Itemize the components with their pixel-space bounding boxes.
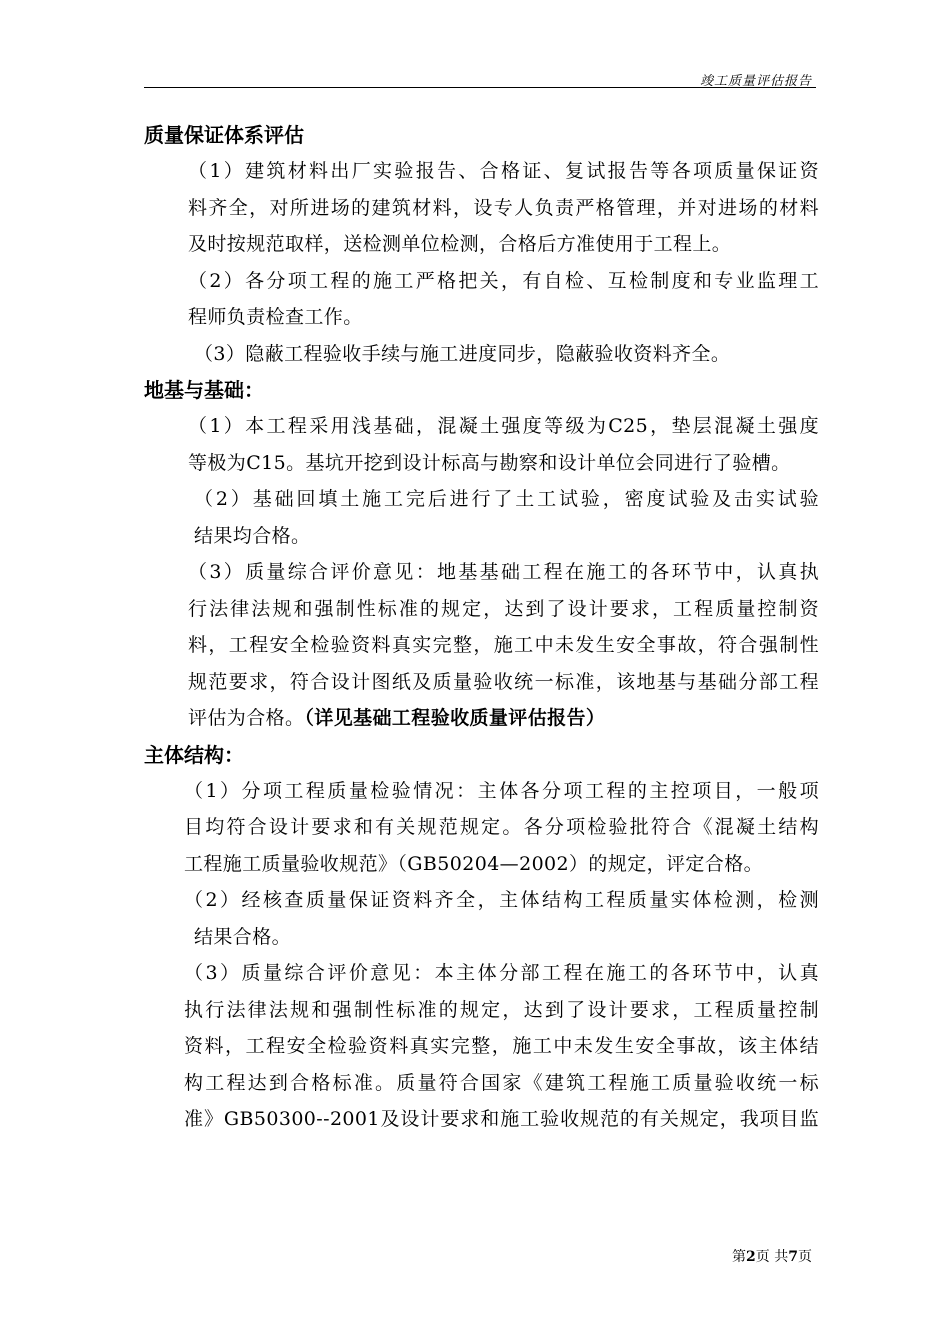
text-line: 料，工程安全检验资料真实完整，施工中未发生安全事故，符合强制性 xyxy=(188,634,819,656)
section-heading-foundation: 地基与基础： xyxy=(144,378,264,402)
text-line: 规范要求，符合设计图纸及质量验收统一标准，该地基与基础分部工程 xyxy=(188,670,819,693)
text-line: 目均符合设计要求和有关规范规定。各分项检验批符合《混凝土结构 xyxy=(184,816,819,838)
text-line: 结果合格。 xyxy=(194,925,292,948)
document-body xyxy=(144,117,819,1138)
text-line: （3）隐蔽工程验收手续与施工进度同步，隐蔽验收资料齐全。 xyxy=(194,342,731,365)
text-line: 料齐全，对所进场的建筑材料，设专人负责严格管理，并对进场的材料 xyxy=(188,196,819,219)
text-line: 构工程达到合格标准。质量符合国家《建筑工程施工质量验收统一标 xyxy=(184,1071,819,1094)
text-line: 行法律法规和强制性标准的规定，达到了设计要求，工程质量控制资 xyxy=(188,597,819,620)
section-heading-main-structure: 主体结构： xyxy=(144,742,244,767)
text-line: 执行法律法规和强制性标准的规定，达到了设计要求，工程质量控制 xyxy=(184,998,819,1021)
paragraph xyxy=(144,336,819,373)
text-line: （1）分项工程质量检验情况：主体各分项工程的主控项目，一般项 xyxy=(184,779,819,802)
page-footer xyxy=(732,1246,812,1266)
text-line: （2）经核查质量保证资料齐全，主体结构工程质量实体检测，检测 xyxy=(184,889,819,911)
text-line: 结果均合格。 xyxy=(194,524,311,547)
header-rule xyxy=(144,87,816,88)
paragraph xyxy=(144,882,819,955)
paragraph xyxy=(144,773,819,883)
paragraph xyxy=(144,153,819,263)
paragraph xyxy=(144,481,819,554)
text-line: 工程施工质量验收规范》（GB50204—2002）的规定，评定合格。 xyxy=(184,852,764,875)
paragraph xyxy=(144,263,819,336)
footer-middle: 页 共 xyxy=(755,1249,789,1265)
text-line: 资料，工程安全检验资料真实完整，施工中未发生安全事故，该主体结 xyxy=(184,1035,819,1057)
header-title: 竣工质量评估报告 xyxy=(699,74,812,89)
paragraph xyxy=(144,955,819,1138)
page-total: 7 xyxy=(788,1249,798,1265)
text-line: （3）质量综合评价意见：地基基础工程在施工的各环节中，认真执 xyxy=(188,561,819,583)
footer-suffix: 页 xyxy=(798,1249,812,1265)
paragraph xyxy=(144,554,819,737)
report-reference: （详见基础工程验收质量评估报告） xyxy=(304,707,606,729)
text-line: （2）各分项工程的施工严格把关，有自检、互检制度和专业监理工 xyxy=(188,269,819,292)
text-line: （2）基础回填土施工完后进行了土工试验，密度试验及击实试验 xyxy=(194,488,819,510)
page-number: 2 xyxy=(746,1249,756,1265)
text-line: 等极为C15。基坑开挖到设计标高与勘察和设计单位会同进行了验槽。 xyxy=(188,451,791,474)
text-line-body: 评估为合格。 xyxy=(188,707,305,729)
text-line: 程师负责检查工作。 xyxy=(188,306,363,328)
paragraph xyxy=(144,408,819,481)
text-line: （3）质量综合评价意见：本主体分部工程在施工的各环节中，认真 xyxy=(184,962,819,984)
text-line: （1）本工程采用浅基础，混凝土强度等级为C25，垫层混凝土强度 xyxy=(188,415,819,437)
section-heading-quality-system: 质量保证体系评估 xyxy=(144,123,304,147)
text-line: 及时按规范取样，送检测单位检测，合格后方准使用于工程上。 xyxy=(188,233,732,255)
text-line xyxy=(144,700,819,737)
text-line: 准》GB50300--2001及设计要求和施工验收规范的有关规定，我项目监 xyxy=(184,1108,819,1130)
text-line: （1）建筑材料出厂实验报告、合格证、复试报告等各项质量保证资 xyxy=(188,160,819,182)
footer-prefix: 第 xyxy=(732,1249,747,1265)
